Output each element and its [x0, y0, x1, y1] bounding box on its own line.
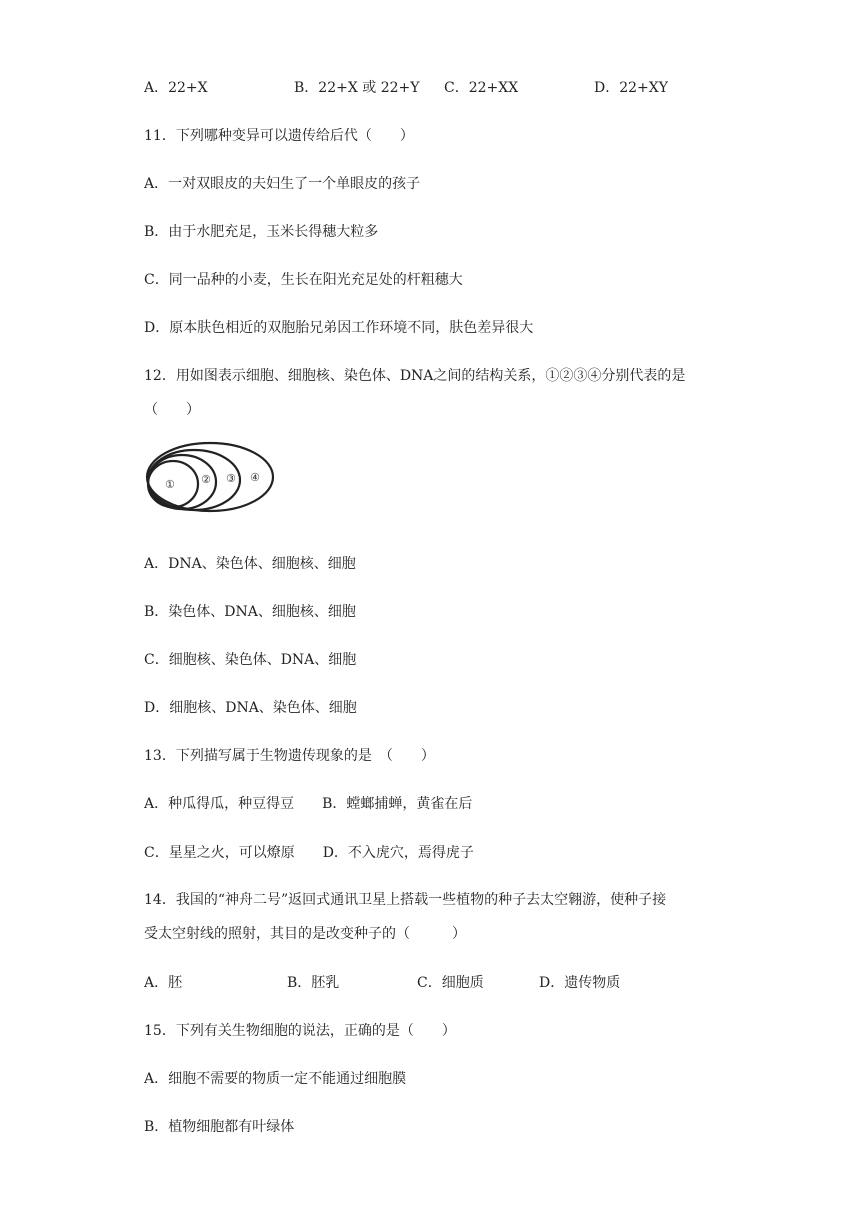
q14-option-c: C．细胞质 — [417, 975, 484, 991]
q12-option-b: B．染色体、DNA、细胞核、细胞 — [144, 604, 356, 620]
q15-option-a: A．细胞不需要的物质一定不能通过细胞膜 — [144, 1071, 407, 1087]
q10-option-d: D．22+XY — [594, 80, 668, 96]
q11-option-c: C．同一品种的小麦，生长在阳光充足处的杆粗穗大 — [144, 272, 463, 288]
q12-option-c: C．细胞核、染色体、DNA、细胞 — [144, 652, 357, 668]
q12-option-a: A．DNA、染色体、细胞核、细胞 — [144, 556, 356, 572]
q13-stem: 13．下列描写属于生物遗传现象的是 （ ） — [144, 748, 435, 764]
q15-stem: 15．下列有关生物细胞的说法，正确的是（ ） — [144, 1023, 456, 1039]
q12-stem-bracket: （ ） — [144, 402, 200, 418]
q11-option-b: B．由于水肥充足，玉米长得穗大粒多 — [144, 224, 379, 240]
q15-option-b: B．植物细胞都有叶绿体 — [144, 1119, 295, 1135]
q14-stem-continued: 受太空射线的照射，其目的是改变种子的（ ） — [144, 926, 466, 942]
q11-stem: 11．下列哪种变异可以遗传给后代（ ） — [144, 128, 414, 144]
q13-options-row-1: A．种瓜得瓜，种豆得豆 B．螳螂捕蝉，黄雀在后 — [144, 796, 473, 812]
q14-stem: 14．我国的“神舟二号”返回式通讯卫星上搭载一些植物的种子去太空翱游，使种子接 — [144, 892, 667, 908]
q13-options-row-2: C．星星之火，可以燎原 D．不入虎穴，焉得虎子 — [144, 845, 474, 861]
diagram-label-1: ① — [165, 478, 175, 491]
q14-option-b: B．胚乳 — [287, 975, 340, 991]
nested-ellipse-diagram — [144, 440, 279, 520]
q14-option-a: A．胚 — [144, 975, 183, 991]
q12-stem: 12．用如图表示细胞、细胞核、染色体、DNA之间的结构关系，①②③④分别代表的是 — [144, 368, 686, 384]
q14-option-d: D．遗传物质 — [539, 975, 621, 991]
diagram-label-3: ③ — [226, 472, 236, 485]
q10-option-a: A．22+X — [144, 80, 208, 96]
q11-option-d: D．原本肤色相近的双胞胎兄弟因工作环境不同，肤色差异很大 — [144, 320, 534, 336]
q12-option-d: D．细胞核、DNA、染色体、细胞 — [144, 700, 357, 716]
q11-option-a: A．一对双眼皮的夫妇生了一个单眼皮的孩子 — [144, 176, 421, 192]
q10-option-c: C．22+XX — [444, 80, 519, 96]
diagram-label-4: ④ — [250, 471, 260, 484]
q10-option-b: B．22+X 或 22+Y — [294, 80, 420, 96]
diagram-label-2: ② — [201, 473, 211, 486]
